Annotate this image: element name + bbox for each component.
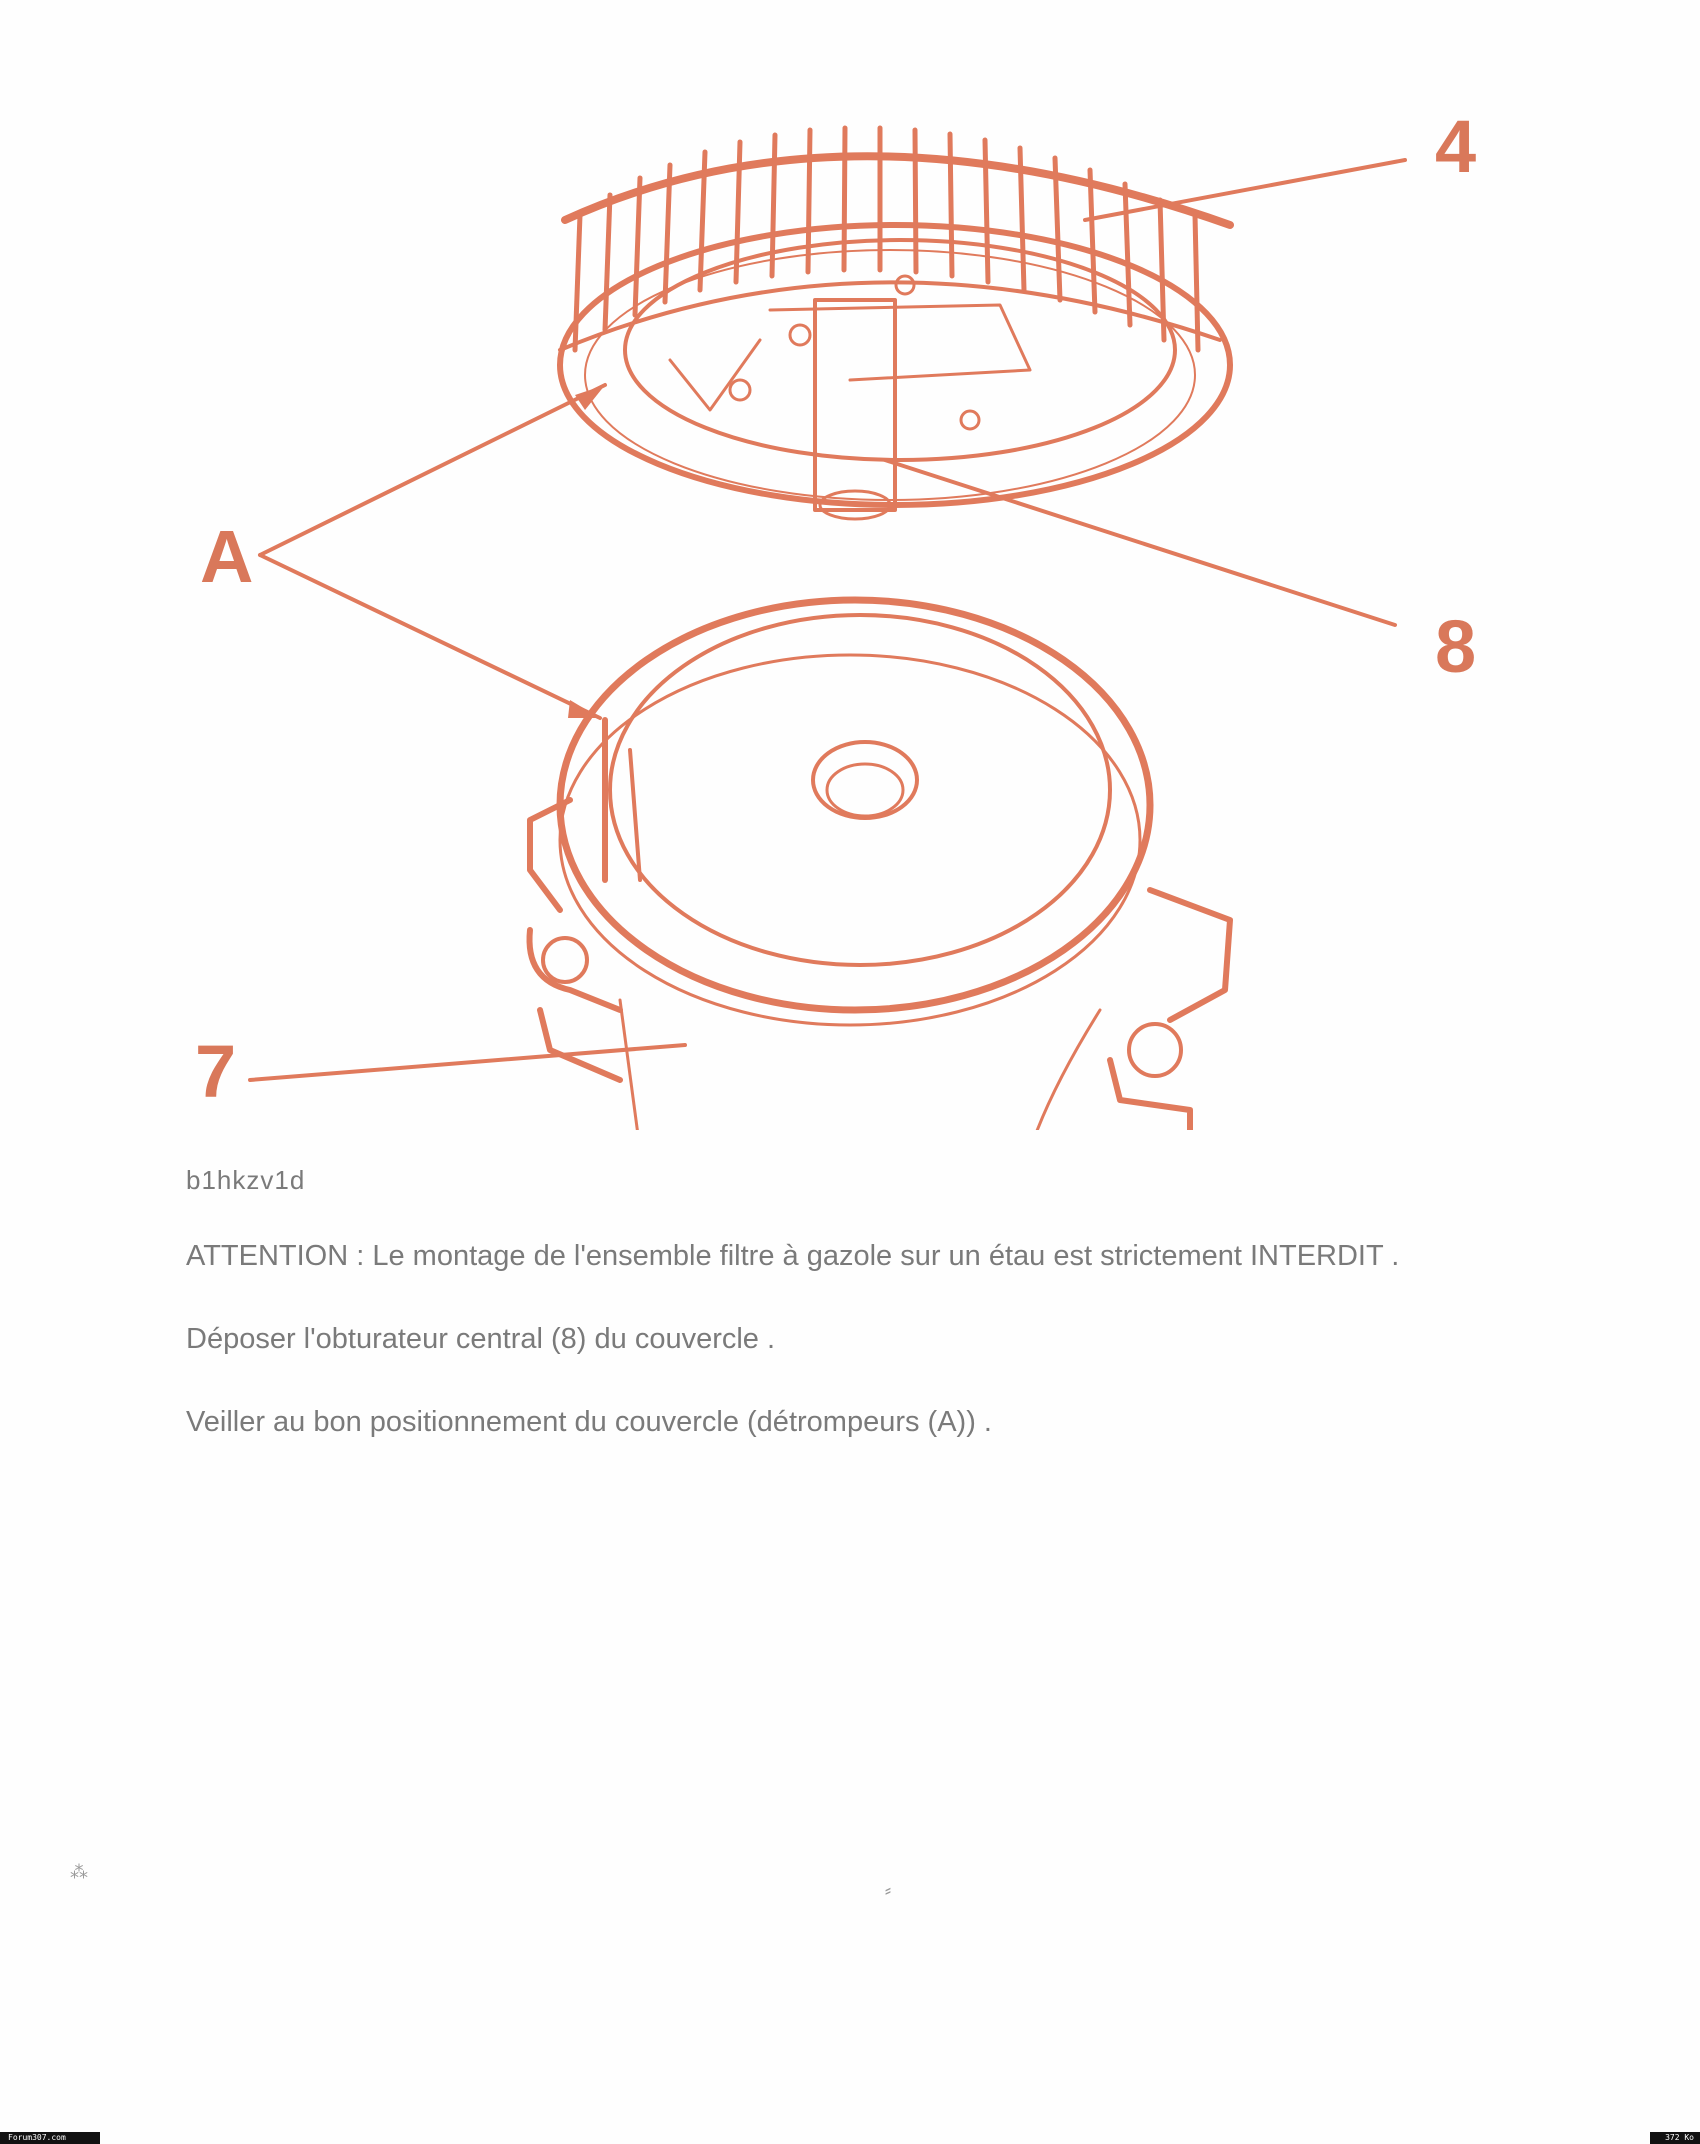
callout-8: 8 bbox=[1435, 605, 1477, 688]
filter-assembly-illustration bbox=[150, 50, 1550, 1130]
instruction-position-cover: Veiller au bon positionnement du couvercle (détrompeurs (A)) . bbox=[186, 1406, 992, 1438]
callout-A: A bbox=[200, 515, 254, 598]
instruction-attention: ATTENTION : Le montage de l'ensemble filtre à gazole sur un étau est strictement INTERDIT . bbox=[186, 1240, 1400, 1272]
filter-diagram-svg bbox=[150, 50, 1550, 1130]
callout-7: 7 bbox=[195, 1030, 237, 1113]
arrowheads bbox=[568, 385, 605, 718]
footer-size-label: 372 Ko bbox=[1650, 2132, 1700, 2144]
instruction-remove-plug: Déposer l'obturateur central (8) du couvercle . bbox=[186, 1323, 776, 1355]
reference-code: b1hkzv1d bbox=[186, 1165, 306, 1195]
instruction-text-block bbox=[186, 1165, 1546, 1489]
scan-speck: ⸗ bbox=[885, 1880, 891, 1900]
callout-4: 4 bbox=[1435, 105, 1477, 188]
scan-speck: ⁂ bbox=[70, 1862, 88, 1882]
footer-site-label: Forum307.com bbox=[0, 2132, 100, 2144]
cover-lid bbox=[560, 128, 1230, 519]
